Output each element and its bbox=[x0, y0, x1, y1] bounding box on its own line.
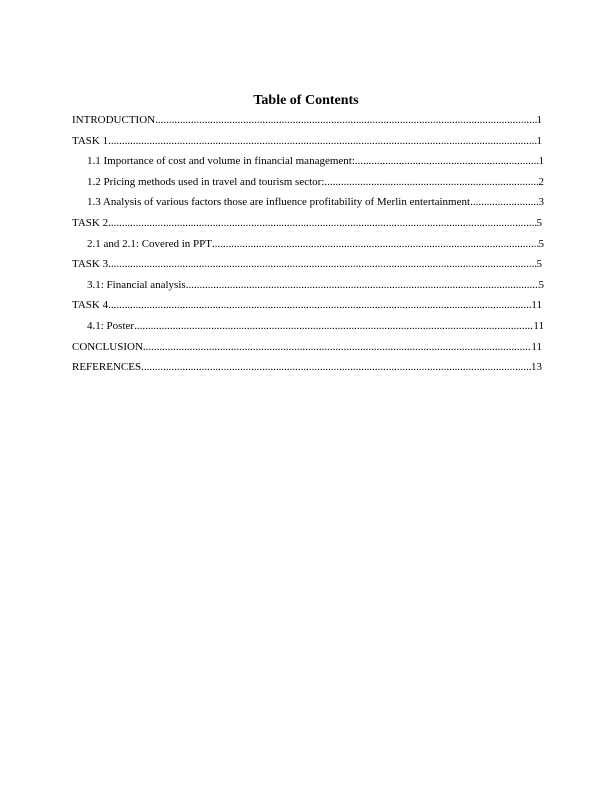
toc-page-number: 11 bbox=[531, 340, 542, 353]
toc-entry-references[interactable] bbox=[72, 360, 542, 381]
toc-dot-leader bbox=[108, 298, 531, 312]
toc-dot-leader bbox=[155, 113, 536, 127]
toc-entry-1-1[interactable] bbox=[72, 154, 544, 175]
toc-dot-leader bbox=[324, 175, 538, 189]
toc-dot-leader bbox=[141, 360, 531, 374]
toc-page-number: 13 bbox=[531, 361, 542, 374]
toc-entry-label: TASK 3 bbox=[72, 258, 109, 271]
toc-entry-label: 2.1 and 2.1: Covered in PPT bbox=[87, 237, 212, 250]
toc-dot-leader bbox=[212, 237, 539, 251]
toc-entry-task-2[interactable] bbox=[72, 216, 542, 237]
toc-dot-leader bbox=[134, 319, 533, 333]
toc-dot-leader bbox=[108, 216, 536, 230]
toc-entry-task-3[interactable] bbox=[72, 257, 542, 278]
toc-dot-leader bbox=[470, 195, 538, 209]
toc-entry-label: 4.1: Poster bbox=[87, 319, 135, 332]
toc-entry-label: INTRODUCTION bbox=[72, 114, 156, 126]
toc-page-number: 5 bbox=[536, 258, 542, 271]
toc-dot-leader bbox=[186, 278, 539, 292]
toc-entry-label: TASK 2 bbox=[72, 216, 109, 229]
toc-page-number: 5 bbox=[536, 216, 542, 229]
toc-entry-label: 1.1 Importance of cost and volume in financial management: bbox=[87, 155, 355, 168]
toc-page-number: 1 bbox=[536, 114, 542, 126]
toc-entry-label: REFERENCES bbox=[72, 361, 142, 374]
toc-entry-4-1[interactable] bbox=[72, 319, 544, 340]
toc-page-number: 2 bbox=[538, 175, 544, 188]
toc-page-number: 1 bbox=[538, 155, 544, 168]
toc-page-number: 3 bbox=[538, 196, 544, 209]
toc-entry-label: TASK 1 bbox=[72, 134, 109, 147]
toc-dot-leader bbox=[108, 257, 536, 271]
toc-entry-task-4[interactable] bbox=[72, 298, 542, 319]
toc-entry-task-1[interactable] bbox=[72, 134, 542, 155]
toc-page-number: 5 bbox=[538, 278, 544, 291]
toc-page-number: 1 bbox=[536, 134, 542, 147]
toc-entry-3-1[interactable] bbox=[72, 278, 544, 299]
toc-entry-introduction[interactable] bbox=[72, 113, 542, 134]
toc-page-number: 11 bbox=[533, 319, 544, 332]
toc-entry-label: 3.1: Financial analysis bbox=[87, 278, 186, 291]
toc-dot-leader bbox=[143, 340, 532, 354]
toc-entry-2-1[interactable] bbox=[72, 237, 544, 258]
toc-entry-label: CONCLUSION bbox=[72, 340, 143, 353]
toc-entry-1-2[interactable] bbox=[72, 175, 544, 196]
toc-page-number: 11 bbox=[531, 299, 542, 312]
toc-page-number: 5 bbox=[538, 237, 544, 250]
toc-list bbox=[72, 113, 542, 381]
toc-entry-label: TASK 4 bbox=[72, 299, 109, 312]
toc-title: Table of Contents bbox=[253, 93, 359, 109]
toc-entry-conclusion[interactable] bbox=[72, 340, 542, 361]
toc-entry-label: 1.2 Pricing methods used in travel and tourism sector: bbox=[87, 175, 325, 188]
toc-dot-leader bbox=[355, 154, 539, 168]
toc-entry-1-3[interactable] bbox=[72, 195, 544, 216]
toc-dot-leader bbox=[108, 134, 536, 148]
toc-entry-label: 1.3 Analysis of various factors those are influence profitability of Merlin entertainment bbox=[87, 196, 471, 209]
